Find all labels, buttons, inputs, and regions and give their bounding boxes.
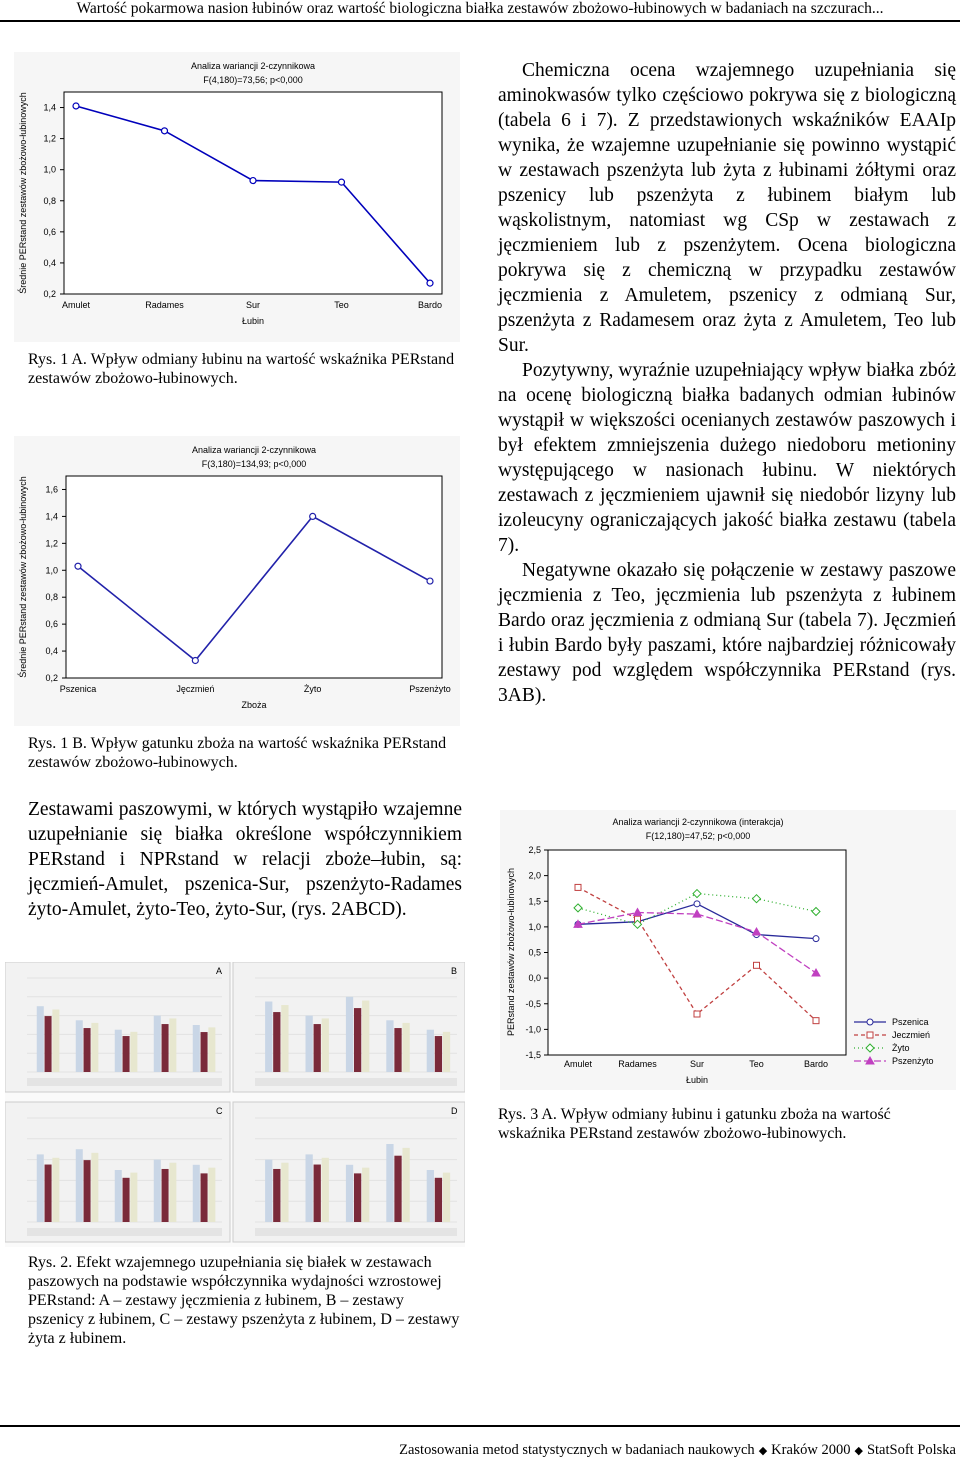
fig3a-ytick-label: 1,0 [528, 921, 541, 932]
fig1b-xtick-label: Żyto [303, 684, 322, 694]
fig2-bar [37, 1006, 44, 1072]
fig2-bar [273, 1169, 280, 1222]
fig2-bar [193, 1025, 200, 1072]
footer-bullet: ◆ [854, 1445, 863, 1457]
fig3a-ytick-label: -0,5 [525, 998, 541, 1009]
fig2-panel-label: C [216, 1106, 223, 1116]
fig2-bar [201, 1173, 208, 1222]
fig2-panel-label: D [451, 1106, 458, 1116]
fig2-bar [435, 1178, 442, 1222]
fig2-bar [169, 1018, 176, 1072]
fig1b-plot-area [66, 476, 442, 678]
fig2-bar [394, 1028, 401, 1072]
fig3a-ylabel: PERstand zestawów zbożowo-łubinowych [506, 867, 516, 1037]
fig2-bar [443, 1032, 450, 1072]
fig2-bar [45, 1016, 52, 1072]
fig2-bar [306, 1016, 313, 1072]
fig1a-point [427, 280, 433, 286]
fig1b-xtick-label: Pszenica [59, 684, 97, 694]
fig2-bar [427, 1030, 434, 1072]
fig1a-svg [14, 52, 460, 342]
fig3a-caption: Rys. 3 A. Wpływ odmiany łubinu i gatunku zboża na wartość wskaźnika PERstand zestawów zbożowo-łubinowych. [498, 1106, 891, 1142]
fig3a-ytick-label: 0,5 [528, 947, 541, 958]
fig3a-point [694, 1011, 700, 1017]
fig1a-title: Analiza wariancji 2-czynnikowa [190, 61, 316, 71]
fig3a-point [813, 1018, 819, 1024]
fig2-bar [273, 1012, 280, 1072]
fig2-bar [123, 1036, 130, 1072]
fig2-bar [443, 1173, 450, 1222]
fig1b-ytick-label: 0,6 [45, 619, 58, 630]
fig1a-point [73, 103, 79, 109]
fig1a-xtick-label: Teo [334, 300, 349, 310]
fig2-svg [5, 962, 465, 1247]
fig3a-point [694, 901, 700, 907]
fig3a-legend-marker [867, 1032, 873, 1038]
fig3a-xtick-label: Teo [749, 1059, 764, 1069]
fig1b-point [75, 563, 81, 569]
fig1b-ytick-label: 1,0 [45, 565, 58, 576]
fig2-bar [208, 1168, 215, 1222]
fig2-bar [386, 1020, 393, 1072]
fig2-bar [130, 1173, 137, 1222]
footer-part3: StatSoft Polska [866, 1442, 956, 1458]
fig3a-point [813, 936, 819, 942]
fig3a-ytick-label: -1,0 [525, 1024, 541, 1035]
fig1b-ytick-label: 1,6 [45, 484, 58, 495]
fig1a-xtick-label: Radames [145, 300, 184, 310]
fig2-bar [76, 1149, 83, 1222]
fig1a-ytick-label: 1,0 [43, 164, 56, 175]
fig3a-plot-area [548, 850, 846, 1055]
fig1b-xlabel: Zboża [241, 700, 267, 710]
fig1a-plot-area [64, 92, 442, 294]
fig3a-xtick-label: Bardo [803, 1059, 829, 1069]
fig2-bar [123, 1178, 130, 1222]
fig2-bar [162, 1169, 169, 1222]
fig3a-xtick-label: Radames [618, 1059, 657, 1069]
fig2-bar [306, 1154, 313, 1222]
running-footer [0, 1425, 960, 1457]
fig3a-point [575, 884, 581, 890]
fig2-bar [314, 1165, 321, 1222]
fig1b-chart [14, 436, 460, 726]
left-paragraph-text: Zestawami paszowymi, w których wystąpiło wzajemne uzupełnianie się białka określone współczynnikiem PERstand i NPRstand w relacji zboże–łubin, są: jęczmień-Amulet, pszenica-Sur, pszenżyto-Radames żyto-Amulet, żyto-Teo, żyto-Sur, (rys. 2ABCD). [28, 799, 462, 920]
fig1b-ytick-label: 0,2 [45, 673, 58, 683]
fig1a-xtick-label: Amulet [61, 300, 91, 310]
fig2-bar [91, 1153, 98, 1222]
fig2-bar [346, 997, 353, 1072]
fig2-legend-strip [255, 1228, 457, 1236]
fig3a-point [754, 962, 760, 968]
fig2-bar [265, 1002, 272, 1073]
fig1a-xlabel: Łubin [241, 316, 265, 326]
fig3a-ytick-label: 1,5 [528, 896, 541, 907]
fig2-bar [208, 1027, 215, 1072]
fig3a-legend-marker [866, 1044, 874, 1052]
fig2-bar [386, 1144, 393, 1222]
fig3a-legend-label: Jeczmień [892, 1030, 931, 1040]
fig3a-ytick-label: 2,0 [528, 870, 541, 881]
fig2-bar [435, 1036, 442, 1072]
fig2-panels [5, 962, 465, 1247]
fig1a-xtick-label: Sur [245, 300, 261, 310]
fig2-bar [322, 1158, 329, 1222]
footer-part1: Zastosowania metod statystycznych w badaniach naukowych [399, 1442, 755, 1458]
fig1b-ytick-label: 0,8 [45, 592, 58, 603]
fig1b-point [310, 513, 316, 519]
fig2-bar [154, 1160, 161, 1222]
fig1a-point [162, 128, 168, 134]
fig2-bar [52, 1158, 59, 1222]
fig1b-xtick-label: Jęczmień [176, 684, 215, 694]
fig2-caption: Rys. 2. Efekt wzajemnego uzupełniania się białek w zestawach paszowych na podstawie współczynnika wydajności wzrostowej PERstand: A – zestawy jęczmienia z łubinem, B – zestawy pszenicy z łubinem, C – zestawy pszenżyta z łubinem, D – zestawy żyta z łubinem. [28, 1254, 460, 1347]
running-header [0, 0, 960, 22]
fig2-bar [91, 1023, 98, 1072]
fig2-bar [402, 1148, 409, 1222]
fig2-panel-label: A [216, 966, 223, 976]
fig2-bar [84, 1160, 91, 1222]
fig2-bar [37, 1154, 44, 1222]
fig1b-subtitle: F(3,180)=134,93; p<0,000 [201, 459, 307, 469]
fig1b-point [192, 657, 198, 663]
fig1a-ytick-label: 0,4 [43, 257, 56, 268]
fig3a-subtitle: F(12,180)=47,52; p<0,000 [645, 831, 751, 841]
fig3a-title: Analiza wariancji 2-czynnikowa (interakcja) [612, 817, 784, 827]
fig2-legend-strip [255, 1078, 457, 1086]
fig2-legend-strip [27, 1078, 222, 1086]
fig2-bar [115, 1030, 122, 1072]
fig1a-subtitle: F(4,180)=73,56; p<0,000 [203, 75, 303, 85]
fig2-bar [362, 1168, 369, 1222]
fig3a-ytick-label: -1,5 [525, 1050, 541, 1060]
fig1a-point [339, 179, 345, 185]
fig1a-ytick-label: 0,2 [43, 289, 56, 299]
fig2-bar [427, 1170, 434, 1222]
fig2-bar [322, 1018, 329, 1072]
fig2-bar [84, 1028, 91, 1072]
fig2-bar [169, 1163, 176, 1222]
fig3a-chart [500, 810, 956, 1090]
fig1a-ylabel: Średnie PERstand zestawów zbożowo-łubinowych [18, 92, 28, 294]
fig1b-xtick-label: Pszenżyto [409, 684, 451, 694]
fig2-bar [346, 1165, 353, 1222]
fig1b-ylabel: Średnie PERstand zestawów zbożowo-łubinowych [18, 476, 28, 678]
right-paragraph-2: Pozytywny, wyraźnie uzupełniający wpływ białka zbóż na ocenę biologiczną białka badanych odmian łubinów wystąpił w większości ocenianych zestawów paszowych i był efektem zmniejszenia dużego niedoboru metioniny występującego w nasionach łubinu. W niektórych zestawach z jęczmieniem ujawnił się niedobór lizyny lub izoleucyny ograniczających jakość białka zestawu (tabela 7). [498, 360, 956, 556]
fig1a-point [250, 178, 256, 184]
fig1b-caption: Rys. 1 B. Wpływ gatunku zboża na wartość wskaźnika PERstand zestawów zbożowo-łubinowych. [28, 735, 447, 771]
fig1b-ytick-label: 1,4 [45, 511, 58, 522]
fig3a-legend-label: Pszenżyto [892, 1056, 934, 1066]
fig2-bar [281, 1005, 288, 1072]
footer-part2: Kraków 2000 [771, 1442, 851, 1458]
fig3a-xlabel: Łubin [685, 1075, 709, 1085]
fig2-bar [265, 1160, 272, 1222]
fig1a-ytick-label: 1,4 [43, 102, 56, 113]
right-paragraph-1: Chemiczna ocena wzajemnego uzupełniania się aminokwasów tylko częściowo pokrywa się z biologiczną (tabela 6 i 7). Z przedstawionych wskaźników EAAIp wynika, że wzajemne uzupełnianie się powinno wystąpić w zestawach pszenżyta lub żyta z łubinami żółtymi oraz pszenicy lub pszenżyta z łubinem białym lub wąskolistnym, natomiast wg CSp w zestawach z jęczmieniem lub z pszenżytem. Ocena biologiczna pokrywa się z chemiczną w przypadku zestawów jęczmienia z Amuletem, pszenicy z odmianą Sur, pszenżyta z Radamesem oraz żyta z Amuletem, Teo lub Sur. [498, 60, 956, 356]
fig3a-ytick-label: 2,5 [528, 845, 541, 855]
fig1b-point [427, 578, 433, 584]
fig1a-xtick-label: Bardo [417, 300, 443, 310]
fig2-bar [354, 1173, 361, 1222]
fig3a-legend-label: Żyto [892, 1043, 910, 1053]
fig2-bar [193, 1165, 200, 1222]
fig3a-svg [500, 810, 956, 1090]
fig3a-legend-marker [867, 1019, 873, 1025]
fig3a-legend-label: Pszenica [892, 1017, 929, 1027]
fig2-bar [394, 1156, 401, 1222]
fig2-bar [115, 1170, 122, 1222]
header-title: Wartość pokarmowa nasion łubinów oraz wartość biologiczna białka zestawów zbożowo-łubinowych w badaniach na szczurach... [76, 0, 884, 17]
fig2-bar [76, 1020, 83, 1072]
fig3a-xtick-label: Sur [689, 1059, 705, 1069]
right-column [498, 58, 956, 708]
fig2-legend-strip [27, 1228, 222, 1236]
fig2-bar [402, 1023, 409, 1072]
fig1a-ytick-label: 1,2 [43, 133, 56, 144]
fig2-bar [52, 1009, 59, 1072]
fig1a-caption: Rys. 1 A. Wpływ odmiany łubinu na wartość wskaźnika PERstand zestawów zbożowo-łubinowych. [28, 351, 455, 387]
fig1a-chart [14, 52, 460, 342]
fig3a-xtick-label: Amulet [563, 1059, 593, 1069]
fig1a-ytick-label: 0,8 [43, 195, 56, 206]
fig1b-svg [14, 436, 460, 726]
fig2-bar [281, 1163, 288, 1222]
fig2-bar [354, 1008, 361, 1072]
fig2-bar [362, 1001, 369, 1072]
fig1a-ytick-label: 0,6 [43, 226, 56, 237]
fig2-bar [162, 1024, 169, 1072]
right-paragraph-3: Negatywne okazało się połączenie w zestawy paszowe jęczmienia z Teo, jęczmienia lub pszenżyta z łubinem Bardo oraz jęczmienia z odmianą Sur (tabela 7). Jęczmień i łubin Bardo były paszami, które najbardziej różnicowały zestawy pod względem współczynnika PERstand (rys. 3AB). [498, 560, 956, 706]
fig2-bar [45, 1165, 52, 1222]
fig2-bar [201, 1032, 208, 1072]
fig2-panel-label: B [451, 966, 458, 976]
fig1b-title: Analiza wariancji 2-czynnikowa [191, 445, 317, 455]
fig1b-ytick-label: 0,4 [45, 646, 58, 657]
fig2-bar [130, 1032, 137, 1072]
fig2-bar [154, 1016, 161, 1072]
fig2-bar [314, 1024, 321, 1072]
left-paragraph [28, 797, 462, 922]
footer-bullet: ◆ [758, 1445, 768, 1457]
fig3a-ytick-label: 0,0 [528, 973, 541, 984]
fig1b-ytick-label: 1,2 [45, 538, 58, 549]
